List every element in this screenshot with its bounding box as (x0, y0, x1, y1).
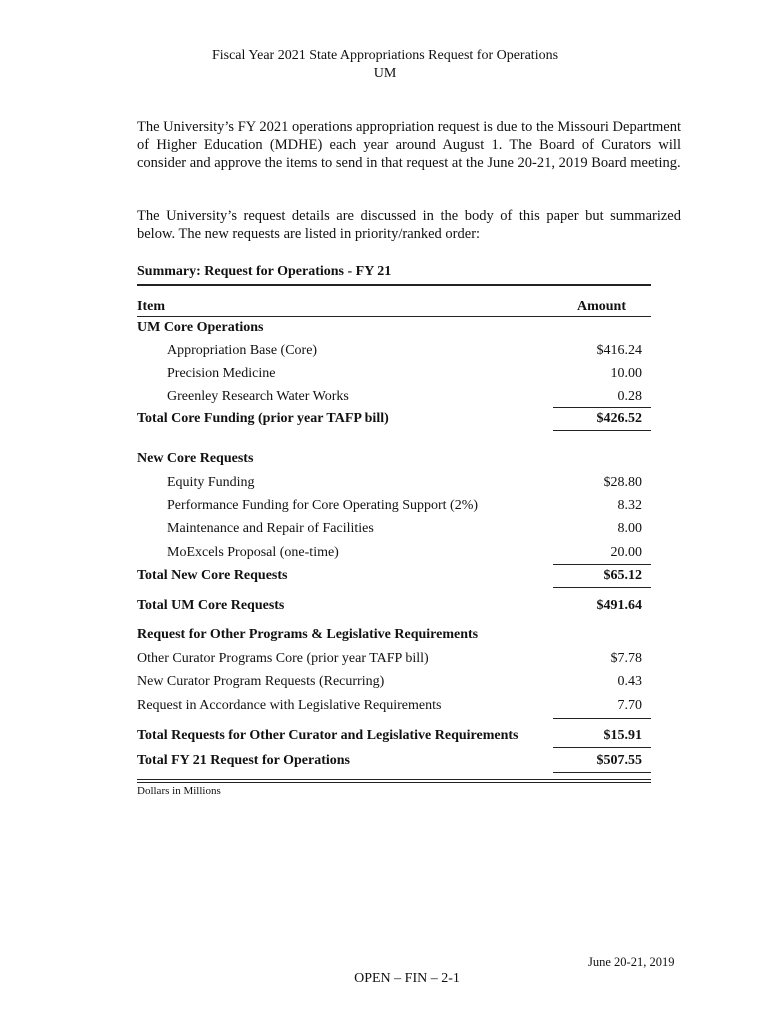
total-rule (553, 587, 651, 588)
header-rule (137, 316, 651, 317)
row-label: MoExcels Proposal (one-time) (167, 545, 339, 560)
row-label: Other Curator Programs Core (prior year TAFP bill) (137, 651, 429, 666)
row-label: Performance Funding for Core Operating Support (2%) (167, 498, 479, 513)
row-label: Maintenance and Repair of Facilities (167, 521, 374, 536)
table-row (137, 475, 651, 497)
row-amount: 20.00 (610, 545, 642, 560)
table-bottom-rule-1 (137, 779, 651, 780)
subtotal-rule (553, 564, 651, 565)
intro-paragraph: The University’s FY 2021 operations appropriation request is due to the Missouri Department of Higher Education (MDHE) each year around August 1. The Board of Curators will consider and approve the items to send in that request at the June 20-21, 2019 Board meeting. (137, 119, 681, 171)
grand-total-rule (553, 772, 651, 773)
row-amount: 8.32 (617, 498, 642, 513)
row-amount: $426.52 (596, 411, 642, 426)
table-row (137, 521, 651, 543)
header-subtitle: UM (373, 66, 397, 81)
row-amount: 0.28 (617, 389, 642, 404)
row-label: Greenley Research Water Works (167, 389, 349, 404)
row-label: Total UM Core Requests (137, 598, 285, 613)
row-label: Total Core Funding (prior year TAFP bill) (137, 411, 389, 426)
row-amount: $507.55 (596, 753, 642, 768)
row-label: Equity Funding (167, 475, 255, 490)
table-title: Summary: Request for Operations - FY 21 (137, 264, 392, 279)
total-um-core-row (137, 598, 651, 620)
row-amount: $28.80 (603, 475, 642, 490)
row-label: Total New Core Requests (137, 568, 288, 583)
row-label: Precision Medicine (167, 366, 276, 381)
column-header-item: Item (137, 299, 165, 314)
row-label: New Core Requests (137, 451, 254, 466)
footer-date: June 20-21, 2019 (588, 955, 675, 969)
table-row (137, 674, 651, 696)
row-label: Appropriation Base (Core) (167, 343, 318, 358)
header-title: Fiscal Year 2021 State Appropriations Request for Operations (211, 48, 559, 63)
table-row (137, 366, 651, 388)
row-amount: 8.00 (617, 521, 642, 536)
row-label: New Curator Program Requests (Recurring) (137, 674, 385, 689)
section-other-programs (137, 627, 651, 649)
row-amount: 0.43 (617, 674, 642, 689)
section-new-core-requests (137, 451, 651, 473)
column-header-amount: Amount (576, 299, 626, 314)
table-row (137, 651, 651, 673)
section-um-core-operations (137, 320, 651, 342)
table-row (137, 498, 651, 520)
table-row (137, 698, 651, 720)
total-rule (553, 430, 651, 431)
table-row (137, 343, 651, 365)
row-amount: 10.00 (610, 366, 642, 381)
total-rule (553, 747, 651, 748)
subtotal-rule (553, 407, 651, 408)
row-amount: $7.78 (610, 651, 642, 666)
table-header-row (137, 299, 651, 321)
table-top-rule (137, 284, 651, 286)
row-amount: $65.12 (603, 568, 642, 583)
subtotal-rule (553, 718, 651, 719)
units-note: Dollars in Millions (137, 785, 221, 797)
row-label: Request for Other Programs & Legislative Requirements (137, 627, 479, 642)
row-label: Request in Accordance with Legislative Requirements (137, 698, 442, 713)
row-label: UM Core Operations (137, 320, 264, 335)
table-bottom-rule-2 (137, 782, 651, 783)
row-amount: $491.64 (596, 598, 642, 613)
row-amount: $416.24 (596, 343, 642, 358)
summary-paragraph: The University’s request details are discussed in the body of this paper but summarized below. The new requests are listed in priority/ranked order: (137, 208, 681, 242)
row-label: Total FY 21 Request for Operations (137, 753, 350, 768)
page-identifier: OPEN – FIN – 2-1 (354, 971, 460, 986)
row-label: Total Requests for Other Curator and Legislative Requirements (137, 728, 519, 743)
row-amount: $15.91 (603, 728, 642, 743)
row-amount: 7.70 (617, 698, 642, 713)
